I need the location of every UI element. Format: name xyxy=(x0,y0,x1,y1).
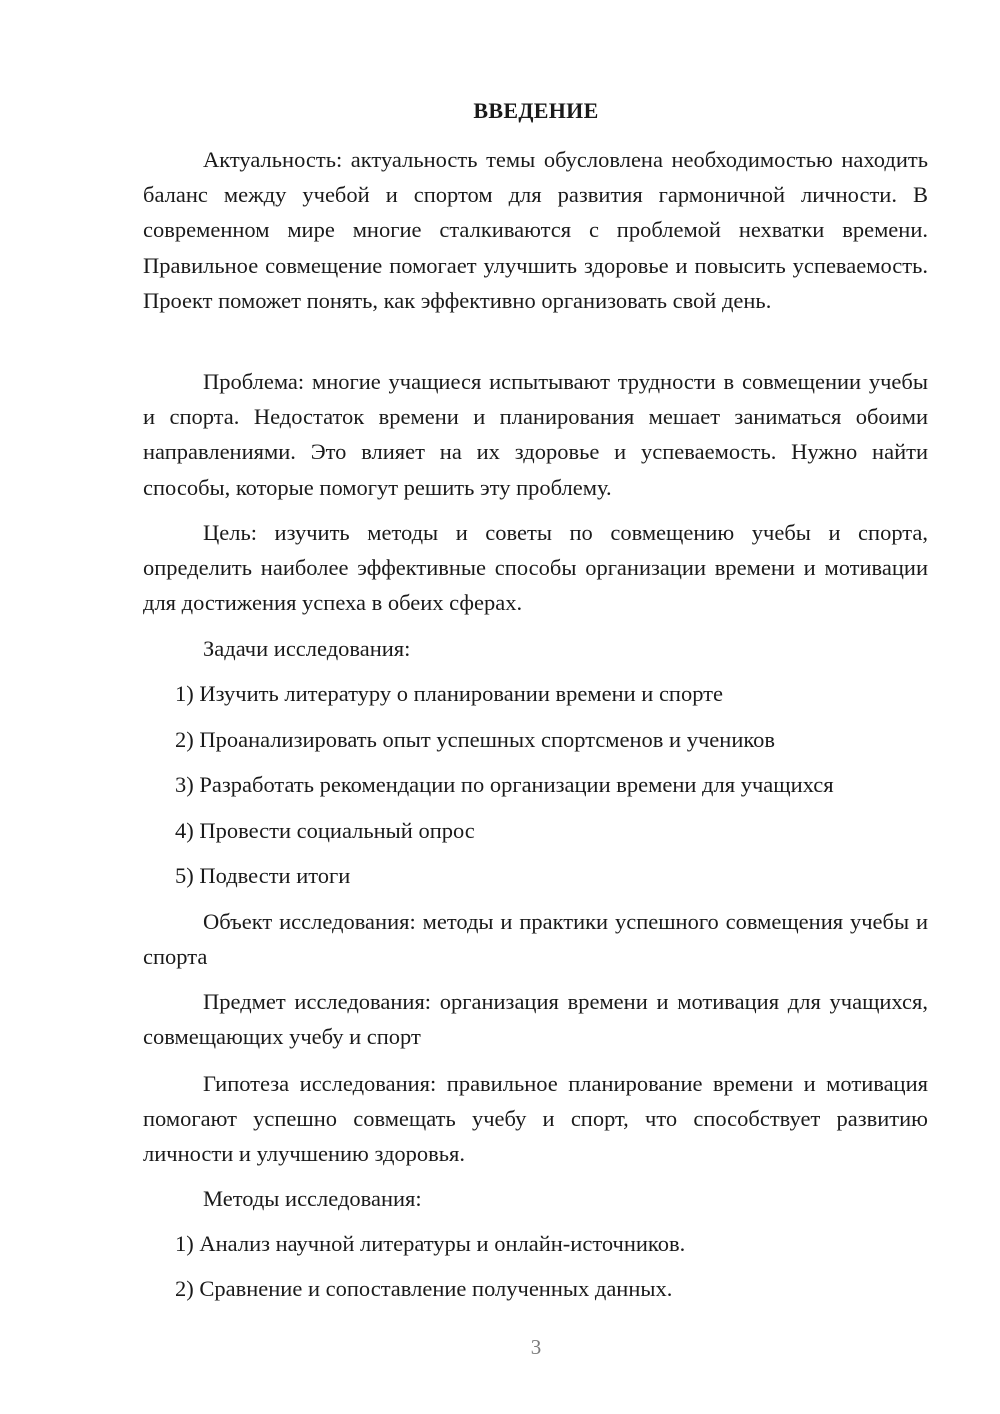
object-paragraph: Объект исследования: методы и практики успешного совмещения учебы и спорта xyxy=(143,909,928,970)
problem-paragraph: Проблема: многие учащиеся испытывают трудности в совмещении учебы и спорта. Недостаток времени и планирования мешает заниматься обоими направлениями. Это влияет на их здоровье и успеваемость. Нужно найти способы, которые помогут решить эту проблему. xyxy=(143,369,928,500)
subject-paragraph: Предмет исследования: организация времени и мотивация для учащихся, совмещающих учебу и спорт xyxy=(143,989,928,1050)
tasks-heading: Задачи исследования: xyxy=(203,636,411,661)
task-item-1: 1) Изучить литературу о планировании времени и спорте xyxy=(175,681,723,706)
methods-heading: Методы исследования: xyxy=(203,1186,422,1211)
hypothesis-paragraph: Гипотеза исследования: правильное планирование времени и мотивация помогают успешно совмещать учебу и спорт, что способствует развитию личности и улучшению здоровья. xyxy=(143,1071,928,1167)
method-item-1: 1) Анализ научной литературы и онлайн-источников. xyxy=(175,1231,686,1256)
goal-paragraph: Цель: изучить методы и советы по совмещению учебы и спорта, определить наиболее эффективные способы организации времени и мотивации для достижения успеха в обеих сферах. xyxy=(143,520,928,616)
task-item-4: 4) Провести социальный опрос xyxy=(175,818,475,843)
relevance-paragraph: Актуальность: актуальность темы обусловлена необходимостью находить баланс между учебой и спортом для развития гармоничной личности. В современном мире многие сталкиваются с проблемой нехватки времени. Правильное совмещение помогает улучшить здоровье и повысить успеваемость. Проект поможет понять, как эффективно организовать свой день. xyxy=(143,147,928,313)
page-title: ВВЕДЕНИЕ xyxy=(473,98,599,123)
page-number: 3 xyxy=(530,1335,542,1359)
task-item-3: 3) Разработать рекомендации по организации времени для учащихся xyxy=(175,772,834,797)
task-item-5: 5) Подвести итоги xyxy=(175,863,351,888)
method-item-2: 2) Сравнение и сопоставление полученных данных. xyxy=(175,1276,673,1301)
task-item-2: 2) Проанализировать опыт успешных спортсменов и учеников xyxy=(175,727,776,752)
